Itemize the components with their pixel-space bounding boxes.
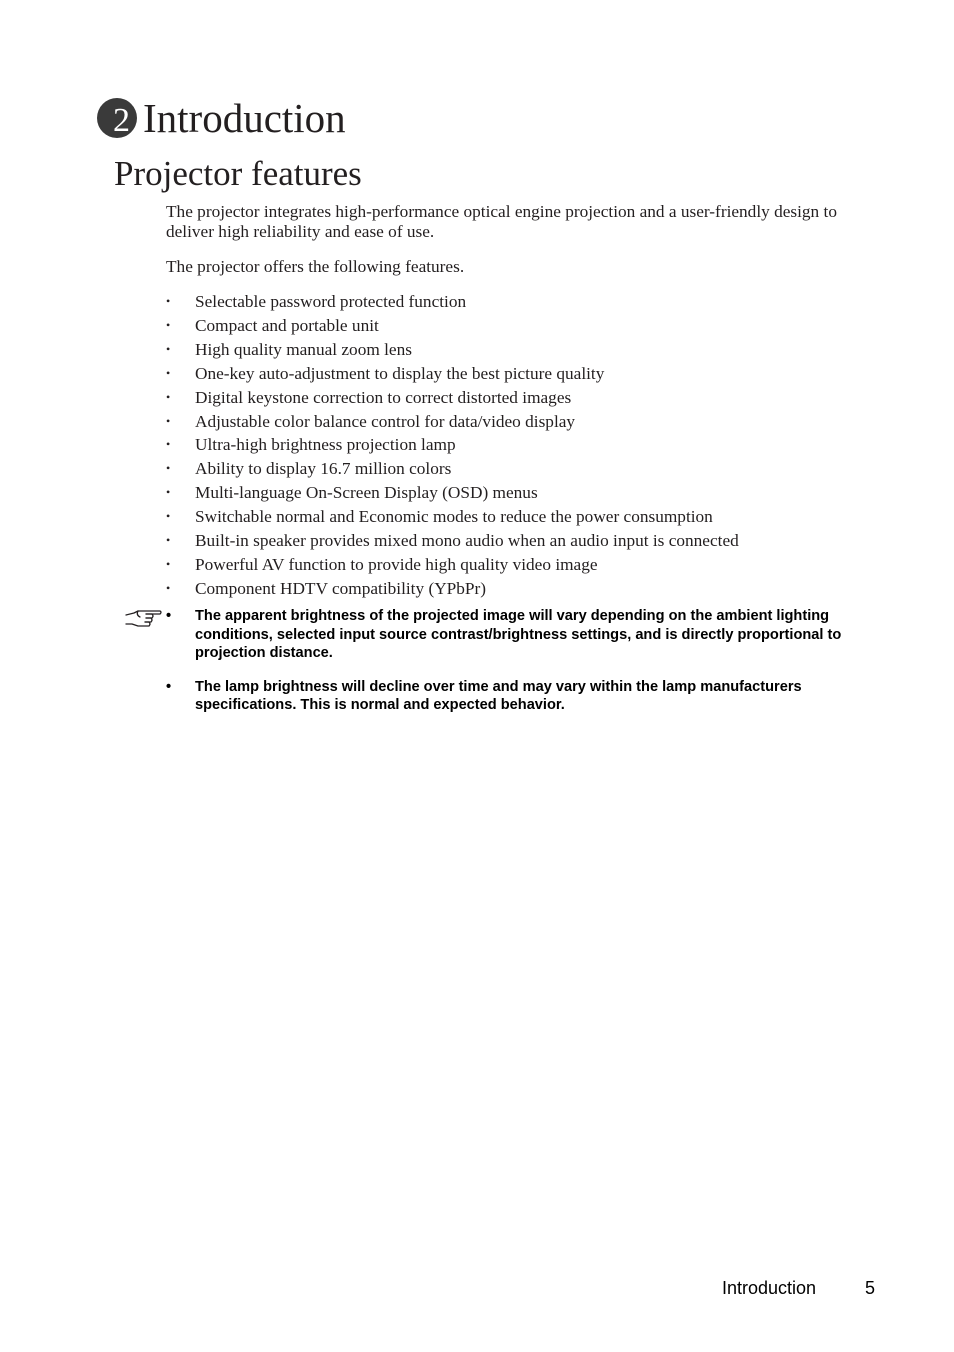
feature-text: Multi-language On-Screen Display (OSD) menus [195,483,538,503]
note-text: The lamp brightness will decline over time and may vary within the lamp manufacturers specifications. This is normal and expected behavior. [195,678,802,713]
feature-text: Compact and portable unit [195,315,379,335]
intro-paragraph: The projector integrates high-performance optical engine projection and a user-friendly design to deliver high reliability and ease of use. [166,202,837,241]
feature-item [166,433,866,457]
feature-item [166,481,866,505]
section-title: Projector features [114,154,362,193]
features-lead-paragraph: The projector offers the following features. [166,257,465,276]
feature-item [166,529,866,553]
bullet: • [166,437,171,452]
note-list [166,607,866,730]
bullet: • [166,365,171,380]
feature-text: Powerful AV function to provide high quality video image [195,554,598,574]
note-item [166,607,866,663]
feature-item [166,410,866,434]
feature-text: Component HDTV compatibility (YPbPr) [195,578,487,598]
feature-item [166,338,866,362]
feature-item [166,290,866,314]
feature-text: One-key auto-adjustment to display the best picture quality [195,363,605,383]
bullet: • [166,389,171,404]
feature-item [166,577,866,601]
feature-text: Digital keystone correction to correct distorted images [195,387,572,407]
note-text: The apparent brightness of the projected image will vary depending on the ambient lighting conditions, selected input source contrast/brightness settings, and is directly proportional to projection distance. [195,608,842,661]
bullet: • [166,485,171,500]
bullet: • [166,509,171,524]
note-item [166,678,866,715]
page-number: 5 [865,1278,876,1298]
feature-text: Ability to display 16.7 million colors [195,459,452,479]
feature-item [166,362,866,386]
bullet: • [166,608,172,624]
footer-section-label: Introduction [722,1278,817,1298]
bullet: • [166,317,171,332]
chapter-number: 2 [113,102,130,139]
pointing-hand-icon [124,607,164,631]
bullet: • [166,556,171,571]
feature-text: Selectable password protected function [195,292,467,311]
feature-text: Built-in speaker provides mixed mono audio when an audio input is connected [195,531,739,551]
feature-text: Switchable normal and Economic modes to reduce the power consumption [195,507,713,527]
bullet: • [166,533,171,548]
feature-item [166,386,866,410]
feature-text: High quality manual zoom lens [195,339,412,359]
feature-item [166,553,866,577]
chapter-number-badge [97,98,137,138]
feature-item [166,457,866,481]
bullet: • [166,461,171,476]
feature-list [166,290,866,601]
feature-item [166,314,866,338]
feature-item [166,505,866,529]
feature-text: Ultra-high brightness projection lamp [195,435,456,455]
chapter-title: Introduction [143,95,346,141]
bullet: • [166,341,171,356]
feature-text: Adjustable color balance control for data/video display [195,411,576,431]
bullet: • [166,413,171,428]
bullet: • [166,580,171,595]
bullet: • [166,678,172,695]
chapter-heading [97,90,346,146]
bullet: • [166,294,171,308]
